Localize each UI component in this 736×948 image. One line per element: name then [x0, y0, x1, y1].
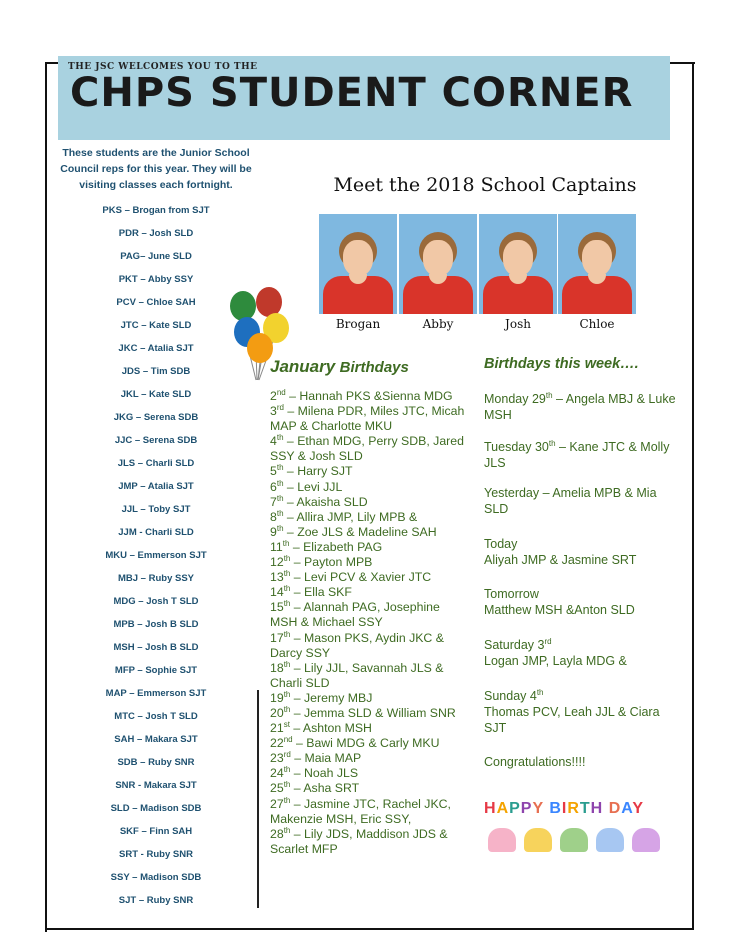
column-divider: [257, 690, 259, 908]
birthday-entry: 3rd – Milena PDR, Miles JTC, Micah MAP & Charlotte MKU: [270, 403, 465, 434]
council-rep-item: PCV – Chloe SAH: [116, 297, 196, 308]
birthday-entry: 15th – Alannah PAG, Josephine MSH & Michael SSY: [270, 599, 440, 630]
council-rep-item: JJM - Charli SLD: [118, 527, 194, 538]
council-rep-item: JKC – Atalia SJT: [118, 343, 194, 354]
birthday-entry: 4th – Ethan MDG, Perry SDB, Jared SSY & Josh SLD: [270, 433, 464, 464]
council-rep-item: JJC – Serena SDB: [114, 435, 198, 446]
council-rep-item: SKF – Finn SAH: [119, 826, 193, 837]
today-entry: Aliyah JMP & Jasmine SRT: [484, 553, 637, 567]
january-birthday-list: [270, 389, 465, 857]
captain-photo: [479, 214, 557, 314]
council-rep-item: JMP – Atalia SJT: [118, 481, 194, 492]
saturday-label: Saturday 3rd: [484, 636, 552, 652]
saturday-entry: Logan JMP, Layla MDG &: [484, 654, 627, 668]
council-rep-item: MFP – Sophie SJT: [114, 665, 198, 676]
birthday-entry: 28th – Lily JDS, Maddison JDS & Scarlet MFP: [270, 825, 448, 856]
council-rep-item: JLS – Charli SLD: [117, 458, 195, 469]
council-rep-item: MKU – Emmerson SJT: [105, 550, 207, 561]
sunday-label: Sunday 4th: [484, 687, 544, 703]
birthday-entry: 7th – Akaisha SLD: [270, 493, 368, 509]
council-rep-item: PAG– June SLD: [120, 251, 192, 262]
banner-title: CHPS STUDENT CORNER: [70, 70, 634, 116]
monday-entry: Monday 29th – Angela MBJ & Luke MSH: [484, 390, 676, 422]
yesterday-entry: Yesterday – Amelia MPB & Mia SLD: [484, 486, 657, 516]
cupcake-icon: [560, 828, 588, 852]
january-birthdays-title: [270, 357, 409, 377]
council-rep-item: PDR – Josh SLD: [118, 228, 194, 239]
birthday-entry: 14th – Ella SKF: [270, 584, 352, 600]
birthday-entry: 5th – Harry SJT: [270, 463, 353, 479]
birthday-entry: 13th – Levi PCV & Xavier JTC: [270, 569, 432, 585]
sunday-entry: Thomas PCV, Leah JJL & Ciara SJT: [484, 705, 660, 735]
january-title-month: January: [270, 357, 336, 376]
council-rep-item: JDS – Tim SDB: [121, 366, 191, 377]
this-week-title: Birthdays this week….: [484, 356, 639, 372]
banner-subtitle: THE JSC WELCOMES YOU TO THE: [68, 62, 258, 72]
happy-birthday-graphic: [484, 800, 670, 856]
council-rep-item: MSH – Josh B SLD: [113, 642, 199, 653]
birthday-entry: 25th – Asha SRT: [270, 780, 360, 796]
today-label: Today: [484, 537, 518, 551]
council-rep-item: MTC – Josh T SLD: [114, 711, 198, 722]
council-rep-item: SAH – Makara SJT: [114, 734, 198, 745]
birthday-entry: 2nd – Hannah PKS &Sienna MDG: [270, 387, 453, 403]
birthday-entry: 8th – Allira JMP, Lily MPB &: [270, 508, 418, 524]
tomorrow-label: Tomorrow: [484, 587, 539, 601]
council-rep-item: SLD – Madison SDB: [110, 803, 202, 814]
captains-title: Meet the 2018 School Captains: [333, 174, 637, 196]
birthday-entry: 21st – Ashton MSH: [270, 719, 372, 736]
frame-right-border: [692, 62, 694, 928]
birthday-entry: 20th – Jemma SLD & William SNR: [270, 704, 456, 720]
birthday-entry: 9th – Zoe JLS & Madeline SAH: [270, 523, 437, 539]
council-rep-item: PKS – Brogan from SJT: [102, 205, 210, 216]
captain-name: Chloe: [579, 317, 615, 331]
captain-card: [558, 214, 636, 331]
council-intro: These students are the Junior School Council reps for this year. They will be visiting classes each fortnight.: [60, 147, 252, 191]
january-title-word: Birthdays: [339, 359, 409, 376]
congratulations-text: Congratulations!!!!: [484, 755, 586, 769]
captain-name: Abby: [422, 317, 454, 331]
council-rep-item: MPB – Josh B SLD: [113, 619, 199, 630]
birthday-entry: 12th – Payton MPB: [270, 553, 373, 570]
birthday-entry: 19th – Jeremy MBJ: [270, 689, 373, 705]
tuesday-entry: Tuesday 30th – Kane JTC & Molly JLS: [484, 438, 670, 470]
council-rep-item: JJL – Toby SJT: [121, 504, 191, 515]
cupcake-icon: [596, 828, 624, 852]
council-rep-item: MBJ – Ruby SSY: [117, 573, 195, 584]
birthday-entry: 17th – Mason PKS, Aydin JKC & Darcy SSY: [270, 629, 444, 660]
birthday-entry: 22nd – Bawi MDG & Carly MKU: [270, 735, 440, 751]
birthday-entry: 11th – Elizabeth PAG: [270, 538, 383, 554]
frame-left-border: [45, 62, 47, 932]
cupcake-icon: [488, 828, 516, 852]
council-rep-item: SSY – Madison SDB: [110, 872, 202, 883]
birthday-entry: 24th – Noah JLS: [270, 765, 359, 781]
captain-photo: [319, 214, 397, 314]
council-rep-item: MDG – Josh T SLD: [113, 596, 199, 607]
council-rep-item: MAP – Emmerson SJT: [105, 688, 207, 699]
captain-card: [399, 214, 477, 331]
council-rep-item: PKT – Abby SSY: [118, 274, 194, 285]
council-rep-item: JTC – Kate SLD: [120, 320, 192, 331]
council-rep-item: SRT - Ruby SNR: [119, 849, 193, 860]
frame-bottom-border: [45, 928, 694, 930]
birthday-entry: 23rd – Maia MAP: [270, 750, 362, 766]
captain-photo: [558, 214, 636, 314]
captain-card: [319, 214, 397, 331]
tomorrow-entry: Matthew MSH &Anton SLD: [484, 603, 635, 617]
birthday-entry: 18th – Lily JJL, Savannah JLS & Charli SLD: [270, 659, 444, 690]
captain-name: Josh: [505, 317, 531, 331]
council-rep-item: SNR - Makara SJT: [115, 780, 197, 791]
header-banner: [58, 56, 670, 140]
captain-card: [479, 214, 557, 331]
cupcake-icon: [632, 828, 660, 852]
happy-birthday-letters: HAPPY BIRTH DAY: [484, 800, 645, 817]
council-rep-item: JKG – Serena SDB: [113, 412, 199, 423]
birthday-entry: 27th – Jasmine JTC, Rachel JKC, Makenzie MSH, Eric SSY,: [270, 795, 451, 826]
cupcake-icon: [524, 828, 552, 852]
birthday-entry: 6th – Levi JJL: [270, 478, 343, 494]
council-rep-item: JKL – Kate SLD: [120, 389, 192, 400]
captain-photo: [399, 214, 477, 314]
council-rep-item: SDB – Ruby SNR: [117, 757, 195, 768]
captain-name: Brogan: [335, 317, 381, 331]
council-rep-item: SJT – Ruby SNR: [118, 895, 194, 906]
